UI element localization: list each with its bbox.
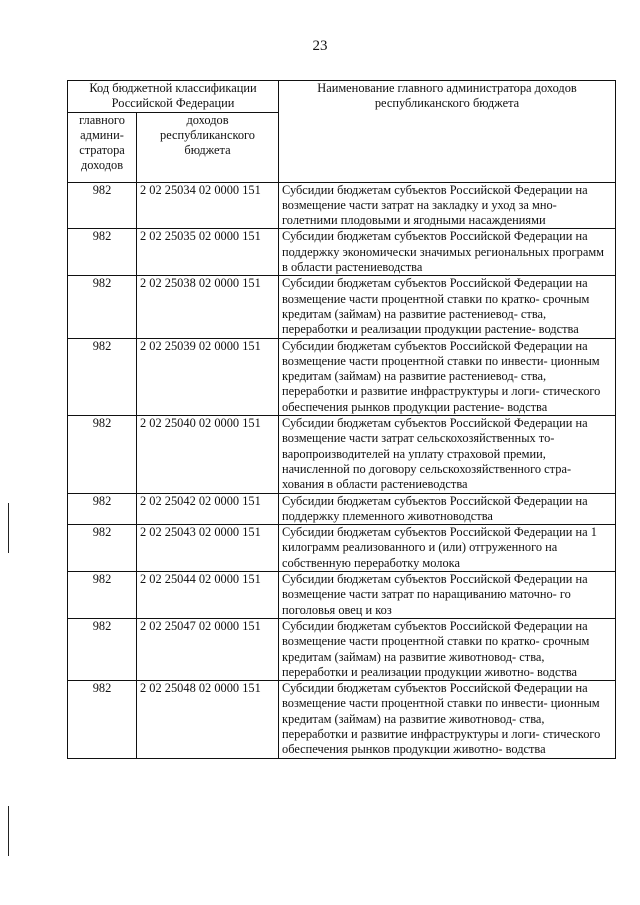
admin-code-cell: 982 (68, 182, 137, 229)
revenue-name-cell: Субсидии бюджетам субъектов Российской Федерации на 1 килограмм реализованного и (или) отгруженного на собственную переработку молока (279, 525, 616, 572)
table-row (68, 229, 616, 276)
admin-code-cell: 982 (68, 525, 137, 572)
table-row (68, 493, 616, 525)
admin-code-cell: 982 (68, 338, 137, 415)
revenue-name-cell: Субсидии бюджетам субъектов Российской Федерации на возмещение части процентной ставки по инвести- ционным кредитам (займам) на развитие растениевод- ства, переработки и развитие инфраструктуры и логи- стического обеспечения рынков продукции растение- водства (279, 338, 616, 415)
revenue-name-cell: Субсидии бюджетам субъектов Российской Федерации на поддержку экономически значимых региональных программ в области растениеводства (279, 229, 616, 276)
header-revenue-code: доходов республиканского бюджета (137, 112, 279, 182)
table-row (68, 182, 616, 229)
admin-code-cell: 982 (68, 416, 137, 493)
page-number: 23 (312, 38, 328, 54)
revenue-name-cell: Субсидии бюджетам субъектов Российской Федерации на возмещение части затрат сельскохозяйственных то- варопроизводителей на уплату страховой премии, начисленной по договору сельскохозяйственного стра- хования в области растениеводства (279, 416, 616, 493)
revenue-code-cell: 2 02 25038 02 0000 151 (137, 276, 279, 338)
table-row (68, 572, 616, 619)
table-row (68, 681, 616, 758)
header-main-administrator: главного админи- стратора доходов (68, 112, 137, 182)
revenue-code-cell: 2 02 25034 02 0000 151 (137, 182, 279, 229)
table-row (68, 618, 616, 680)
revenue-name-cell: Субсидии бюджетам субъектов Российской Федерации на возмещение части затрат на закладку и уход за мно- голетними плодовыми и ягодными насаждениями (279, 182, 616, 229)
revenue-code-cell: 2 02 25035 02 0000 151 (137, 229, 279, 276)
admin-code-cell: 982 (68, 229, 137, 276)
admin-code-cell: 982 (68, 618, 137, 680)
margin-mark (8, 503, 9, 553)
table-row (68, 525, 616, 572)
revenue-code-cell: 2 02 25044 02 0000 151 (137, 572, 279, 619)
revenue-name-cell: Субсидии бюджетам субъектов Российской Федерации на возмещение части затрат по наращиванию маточно- го поголовья овец и коз (279, 572, 616, 619)
revenue-name-cell: Субсидии бюджетам субъектов Российской Федерации на возмещение части процентной ставки по кратко- срочным кредитам (займам) на развитие растениевод- ства, переработки и реализации продукции растение- водства (279, 276, 616, 338)
revenue-name-cell: Субсидии бюджетам субъектов Российской Федерации на поддержку племенного животноводства (279, 493, 616, 525)
revenue-name-cell: Субсидии бюджетам субъектов Российской Федерации на возмещение части процентной ставки по инвести- ционным кредитам (займам) на развитие животновод- ства, переработки и развитие инфраструктуры и логи- стического обеспечения рынков продукции животно- водства (279, 681, 616, 758)
revenue-name-cell: Субсидии бюджетам субъектов Российской Федерации на возмещение части процентной ставки по кратко- срочным кредитам (займам) на развитие животновод- ства, переработки и реализации продукции животно- водства (279, 618, 616, 680)
admin-code-cell: 982 (68, 493, 137, 525)
revenue-code-cell: 2 02 25039 02 0000 151 (137, 338, 279, 415)
admin-code-cell: 982 (68, 681, 137, 758)
revenue-code-cell: 2 02 25043 02 0000 151 (137, 525, 279, 572)
revenue-code-cell: 2 02 25047 02 0000 151 (137, 618, 279, 680)
revenue-administrators-table (67, 80, 616, 759)
header-administrator-name: Наименование главного администратора доходов республиканского бюджета (279, 81, 616, 183)
table-row (68, 416, 616, 493)
revenue-code-cell: 2 02 25048 02 0000 151 (137, 681, 279, 758)
revenue-code-cell: 2 02 25042 02 0000 151 (137, 493, 279, 525)
admin-code-cell: 982 (68, 572, 137, 619)
revenue-code-cell: 2 02 25040 02 0000 151 (137, 416, 279, 493)
header-budget-classification: Код бюджетной классификации Российской Федерации (68, 81, 279, 113)
table-row (68, 338, 616, 415)
table-row (68, 276, 616, 338)
margin-mark (8, 806, 9, 856)
admin-code-cell: 982 (68, 276, 137, 338)
